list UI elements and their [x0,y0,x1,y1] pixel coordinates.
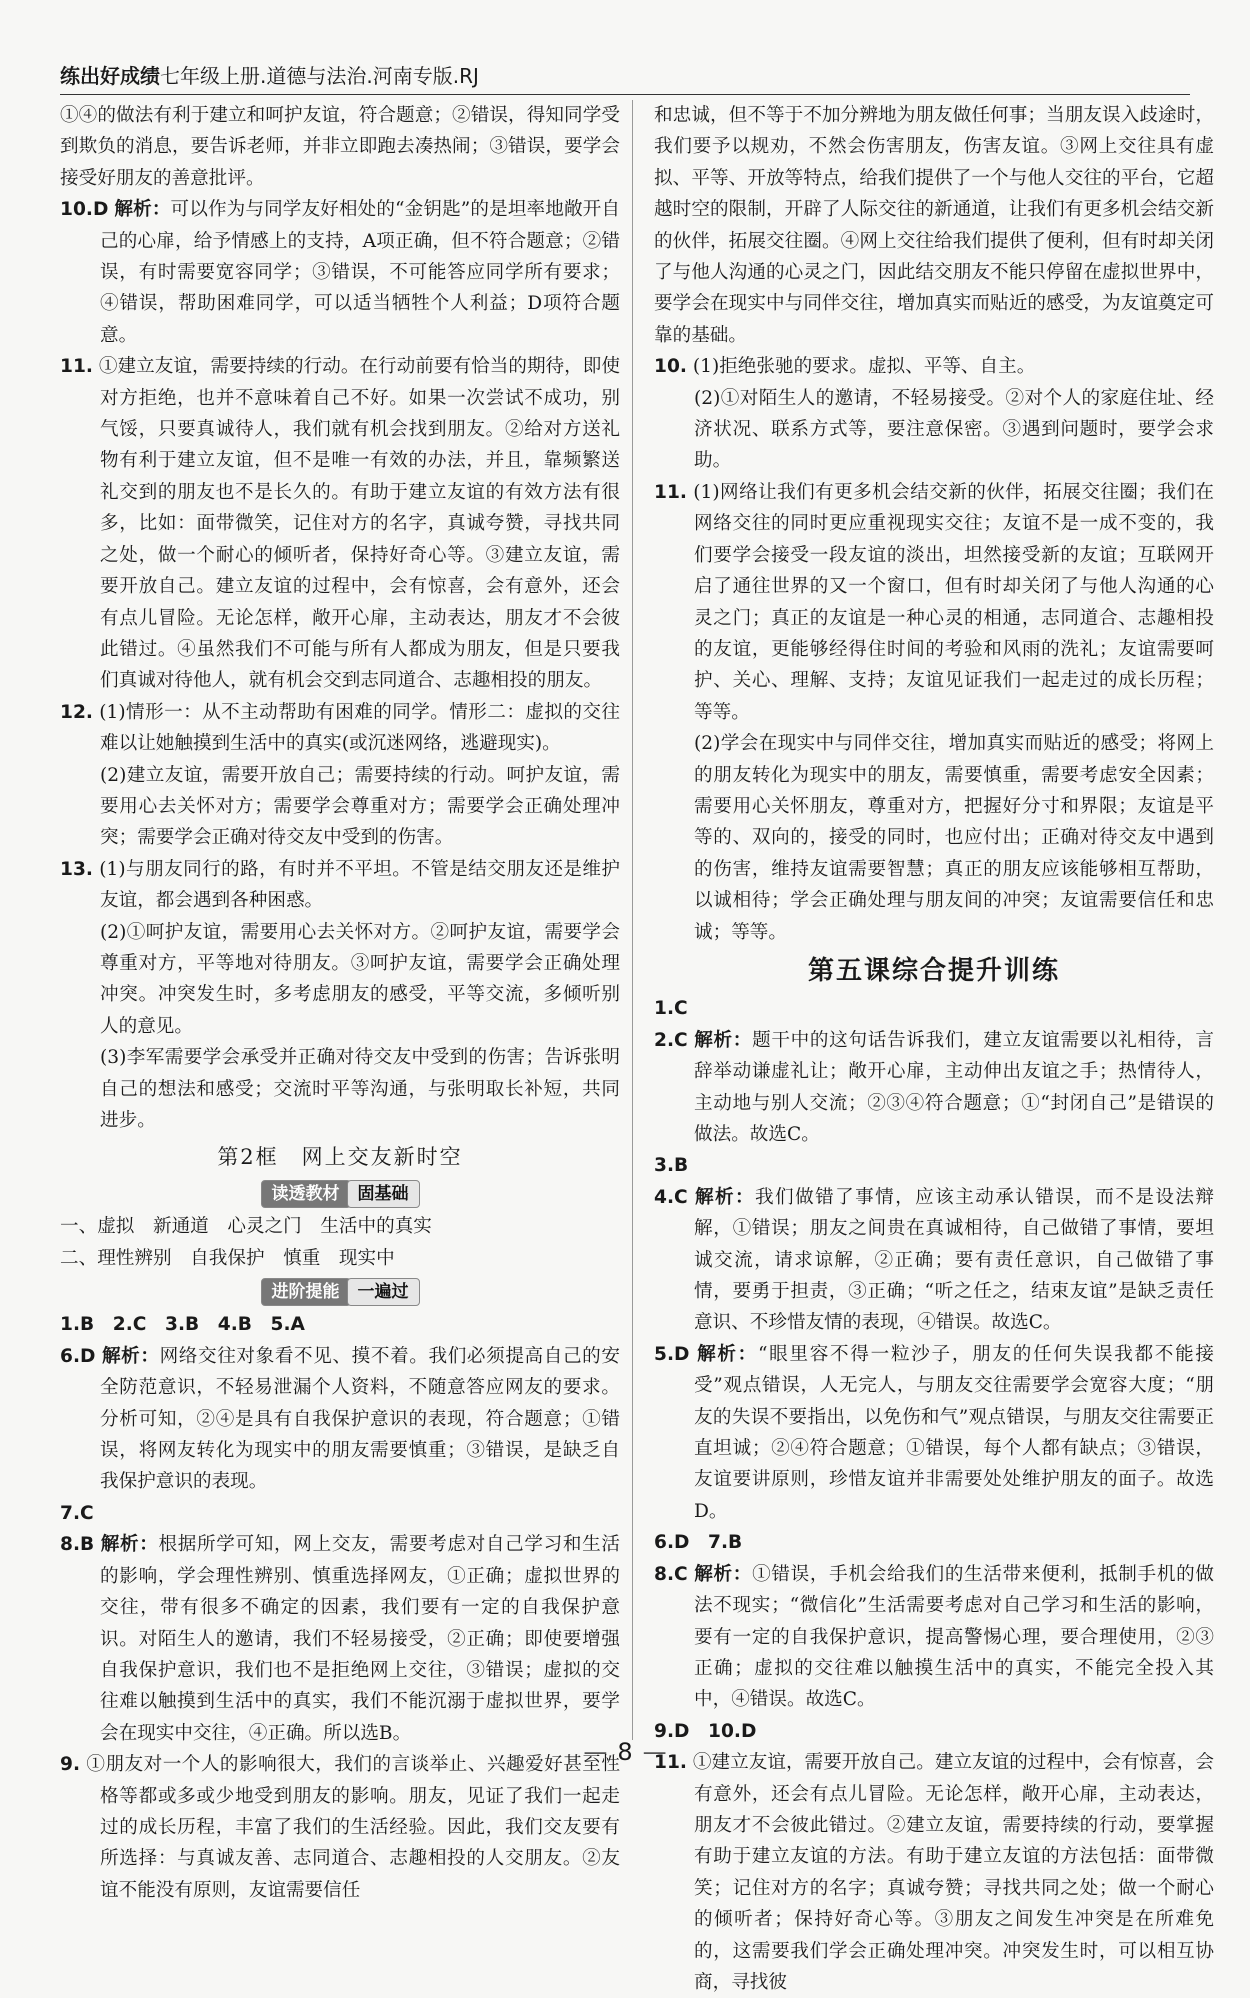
answer-number: 5.D [654,1343,690,1365]
page-number: — 8 — [0,1738,1250,1766]
text-paragraph: 一、虚拟 新通道 心灵之门 生活中的真实 [60,1216,432,1238]
answer-text: 我们做错了事情，应该主动承认错误，而不是设法辩解，①错误；朋友之间贵在真诚相待，自己做错了事情，要坦诚交流，请求谅解，②正确；要有责任意识，自己做错了事情，要勇于担责，③正确；“听之任之，结束友谊”是缺乏责任意识、不珍惜友情的表现，④错误。故选C。 [694,1186,1214,1334]
answer-item [60,1529,620,1749]
answer-number: 10. [654,356,687,378]
banner-tag: 一遍过 [347,1278,420,1306]
analysis-label: 解析： [694,1563,753,1585]
answer-number: 11. [654,1752,687,1774]
answer-number: 4.C [654,1186,688,1208]
answer-text: (1)与朋友同行的路，有时并不平坦。不管是结交朋友还是维护友谊，都会遇到各种困惑。 [99,858,620,912]
answer-text: ①错误，手机会给我们的生活带来便利，抵制手机的做法不现实；“微信化”生活需要考虑对自己学习和生活的影响，要有一定的自我保护意识，提高警惕心理，要合理使用，②③正确；虚拟的交往难以触摸生活中的真实，不能完全投入其中，④错误。故选C。 [694,1563,1214,1711]
answer-item [60,697,620,760]
book-subtitle: 七年级上册.道德与法治.河南专版.RJ [160,64,479,88]
answer-list: 7.C [60,1502,94,1524]
analysis-label: 解析： [114,199,171,221]
text-paragraph: 和忠诚，但不等于不加分辨地为朋友做任何事；当朋友误入歧途时，我们要予以规劝，不然会伤害朋友，伤害友谊。③网上交往具有虚拟、平等、开放等特点，给我们提供了一个与他人交往的平台，它超越时空的限制，开辟了人际交往的新通道，让我们有更多机会结交新的伙伴，拓展交往圈。④网上交往给我们提供了便利，但有时却关闭了与他人沟通的心灵之门，因此结交朋友不能只停留在虚拟世界中，要学会在现实中与同伴交往，增加真实而贴近的感受，为友谊奠定可靠的基础。 [654,105,1214,346]
book-brand: 练出好成绩 [60,64,160,88]
answer-item [654,351,1214,382]
analysis-label: 解析： [695,1186,756,1208]
column-divider [632,100,633,1740]
answer-text: 题干中的这句话告诉我们，建立友谊需要以礼相待，言辞举动谦虚礼让；敞开心扉，主动伸出友谊之手；热情待人，主动地与别人交流；②③④符合题意；①“封闭自己”是错误的做法。故选C。 [694,1029,1214,1145]
answer-text: 网络交往对象看不见、摸不着。我们必须提高自己的安全防范意识，不轻易泄漏个人资料，不随意答应网友的要求。分析可知，②④是具有自我保护意识的表现，符合题意；①错误，将网友转化为现实中的朋友需要慎重；③错误，是缺乏自我保护意识的表现。 [100,1345,620,1493]
answer-number: 11. [654,481,687,503]
answer-list: 1.C [654,998,688,1020]
answer-item [60,351,620,696]
answer-text: ①朋友对一个人的影响很大，我们的言谈举止、兴趣爱好甚至性格等都或多或少地受到朋友的影响。朋友，见证了我们一起走过的成长历程，丰富了我们的生活经验。因此，我们交友要有所选择：与真诚友善、志同道合、志趣相投的人交朋友。②友谊不能没有原则，友谊需要信任 [86,1754,620,1901]
answer-number: 6.D [60,1345,96,1367]
analysis-label: 解析： [697,1343,758,1365]
answer-item [60,1341,620,1498]
analysis-label: 解析： [100,1534,159,1556]
answer-item [654,1182,1214,1339]
answer-number: 11. [60,356,93,378]
banner-label: 进阶提能 [261,1278,351,1306]
answer-subpart: (2)建立友谊，需要开放自己；需要持续的行动。呵护友谊，需要用心去关怀对方；需要学会尊重对方；需要学会正确处理冲突；需要学会正确对待交友中受到的伤害。 [100,764,620,849]
answer-text: ①建立友谊，需要开放自己。建立友谊的过程中，会有惊喜，会有意外，还会有点儿冒险。无论怎样，敞开心扉，主动表达，朋友才不会彼此错过。②建立友谊，需要持续的行动，要掌握有助于建立友谊的方法。有助于建立友谊的方法包括：面带微笑；记住对方的名字；真诚夸赞；寻找共同之处；做一个耐心的倾听者；保持好奇心等。③朋友之间发生冲突是在所难免的，这需要我们学会正确处理冲突。冲突发生时，可以相互协商，寻找彼 [692,1752,1214,1993]
answer-list: 9.D 10.D [654,1720,757,1742]
answer-text: ①建立友谊，需要持续的行动。在行动前要有恰当的期待，即使对方拒绝，也并不意味着自己不好。如果一次尝试不成功，别气馁，只要真诚待人，我们就有机会找到朋友。②给对方送礼物有利于建立友谊，但不是唯一有效的办法，并且，靠频繁送礼交到的朋友也不是长久的。有助于建立友谊的有效方法有很多，比如：面带微笑，记住对方的名字，真诚夸赞，寻找共同之处，做一个耐心的倾听者，保持好奇心等。③建立友谊，需要开放自己。建立友谊的过程中，会有惊喜，会有意外，还会有点儿冒险。无论怎样，敞开心扉，主动表达，朋友才不会彼此错过。④虽然我们不可能与所有人都成为朋友，但是只要我们真诚对待他人，就有机会交到志同道合、志趣相投的朋友。 [98,356,620,692]
answer-number: 8.C [654,1563,688,1585]
answer-number: 8.B [60,1534,95,1556]
answer-item [654,1747,1214,1998]
text-paragraph: ①④的做法有利于建立和呵护友谊，符合题意；②错误，得知同学受到欺负的消息，要告诉老师，并非立即跑去凑热闹；③错误，要学会接受好朋友的善意批评。 [60,105,620,189]
answer-item [654,1025,1214,1151]
answer-text: (1)拒绝张驰的要求。虚拟、平等、自主。 [692,356,1036,378]
answer-text: 可以作为与同学友好相处的“金钥匙”的是坦率地敞开自己的心扉，给予情感上的支持，A项正确，但不符合题意；②错误，有时需要宽容同学；③错误，不可能答应同学所有要求；④错误，帮助困难同学，可以适当牺牲个人利益；D项符合题意。 [100,199,620,346]
section-banner [60,1276,620,1307]
answer-text: (1)网络让我们有更多机会结交新的伙伴，拓展交往圈；我们在网络交往的同时更应重视现实交往；友谊不是一成不变的，我们要学会接受一段友谊的淡出，坦然接受新的友谊；互联网开启了通往世界的又一个窗口，但有时却关闭了与他人沟通的心灵之门；真正的友谊是一种心灵的相通，志同道合、志趣相投的友谊，更能够经得住时间的考验和风雨的洗礼；友谊需要呵护、关心、理解、支持；友谊见证我们一起走过的成长历程；等等。 [693,481,1214,723]
answer-subpart: (3)李军需要学会承受并正确对待交友中受到的伤害；告诉张明自己的想法和感受；交流时平等沟通，与张明取长补短，共同进步。 [100,1047,620,1131]
answer-number: 9. [60,1754,81,1776]
answer-subpart: (2)学会在现实中与同伴交往，增加真实而贴近的感受；将网上的朋友转化为现实中的朋友，需要慎重，需要考虑安全因素；需要用心关怀朋友，尊重对方，把握好分寸和界限；友谊是平等的、双向的，接受的同时，也应付出；正确对待交友中遇到的伤害，维持友谊需要智慧；真正的朋友应该能够相互帮助，以诚相待；学会正确处理与朋友间的冲突；友谊需要信任和忠诚；等等。 [694,733,1214,943]
answer-subpart: (2)①呵护友谊，需要用心去关怀对方。②呵护友谊，需要学会尊重对方，平等地对待朋友。③呵护友谊，需要学会正确处理冲突。冲突发生时，多考虑朋友的感受，平等交流，多倾听别人的意见。 [100,921,620,1037]
answer-list: 1.B 2.C 3.B 4.B 5.A [60,1314,305,1336]
page-header [60,58,1190,95]
banner-tag: 固基础 [347,1180,420,1208]
answer-number: 10.D [60,199,109,221]
answer-number: 2.C [654,1029,688,1051]
section-banner [60,1178,620,1209]
answer-item [60,194,620,351]
answer-item [60,854,620,917]
answer-list: 3.B [654,1155,689,1177]
answer-item [60,1749,620,1906]
answer-number: 12. [60,701,93,723]
answer-text: “眼里容不得一粒沙子，朋友的任何失误我都不能接受”观点错误，人无完人，与朋友交往需要学会宽容大度；“朋友的失误不要指出，以免伤和气”观点错误，与朋友交往需要正直坦诚；②④符合题意；①错误，每个人都有缺点；③错误，友谊要讲原则，珍惜友谊并非需要处处维护朋友的面子。故选D。 [694,1343,1214,1522]
answer-list: 6.D 7.B [654,1532,743,1554]
text-paragraph: 二、理性辨别 自我保护 慎重 现实中 [60,1247,395,1269]
lesson-title: 第五课综合提升训练 [807,955,1060,986]
banner-label: 读透教材 [261,1180,351,1208]
answer-item [654,477,1214,728]
section-title: 第2框 网上交友新时空 [217,1145,463,1170]
answer-number: 13. [60,858,93,880]
analysis-label: 解析： [101,1345,160,1367]
analysis-label: 解析： [694,1029,753,1051]
right-column [654,100,1214,1993]
answer-item [654,1339,1214,1527]
left-column [60,100,620,1901]
answer-subpart: (2)①对陌生人的邀请，不轻易接受。②对个人的家庭住址、经济状况、联系方式等，要注意保密。③遇到问题时，要学会求助。 [694,387,1214,472]
answer-text: (1)情形一：从不主动帮助有困难的同学。情形二：虚拟的交往难以让她触摸到生活中的真实(或沉迷网络，逃避现实)。 [99,701,620,755]
answer-item [654,1559,1214,1716]
answer-text: 根据所学可知，网上交友，需要考虑对自己学习和生活的影响，学会理性辨别、慎重选择网友，①正确；虚拟世界的交往，带有很多不确定的因素，我们要有一定的自我保护意识。对陌生人的邀请，我们不轻易接受，②正确；即使要增强自我保护意识，我们也不是拒绝网上交往，③错误；虚拟的交往难以触摸到生活中的真实，我们不能沉溺于虚拟世界，要学会在现实中交往，④正确。所以选B。 [100,1534,620,1744]
